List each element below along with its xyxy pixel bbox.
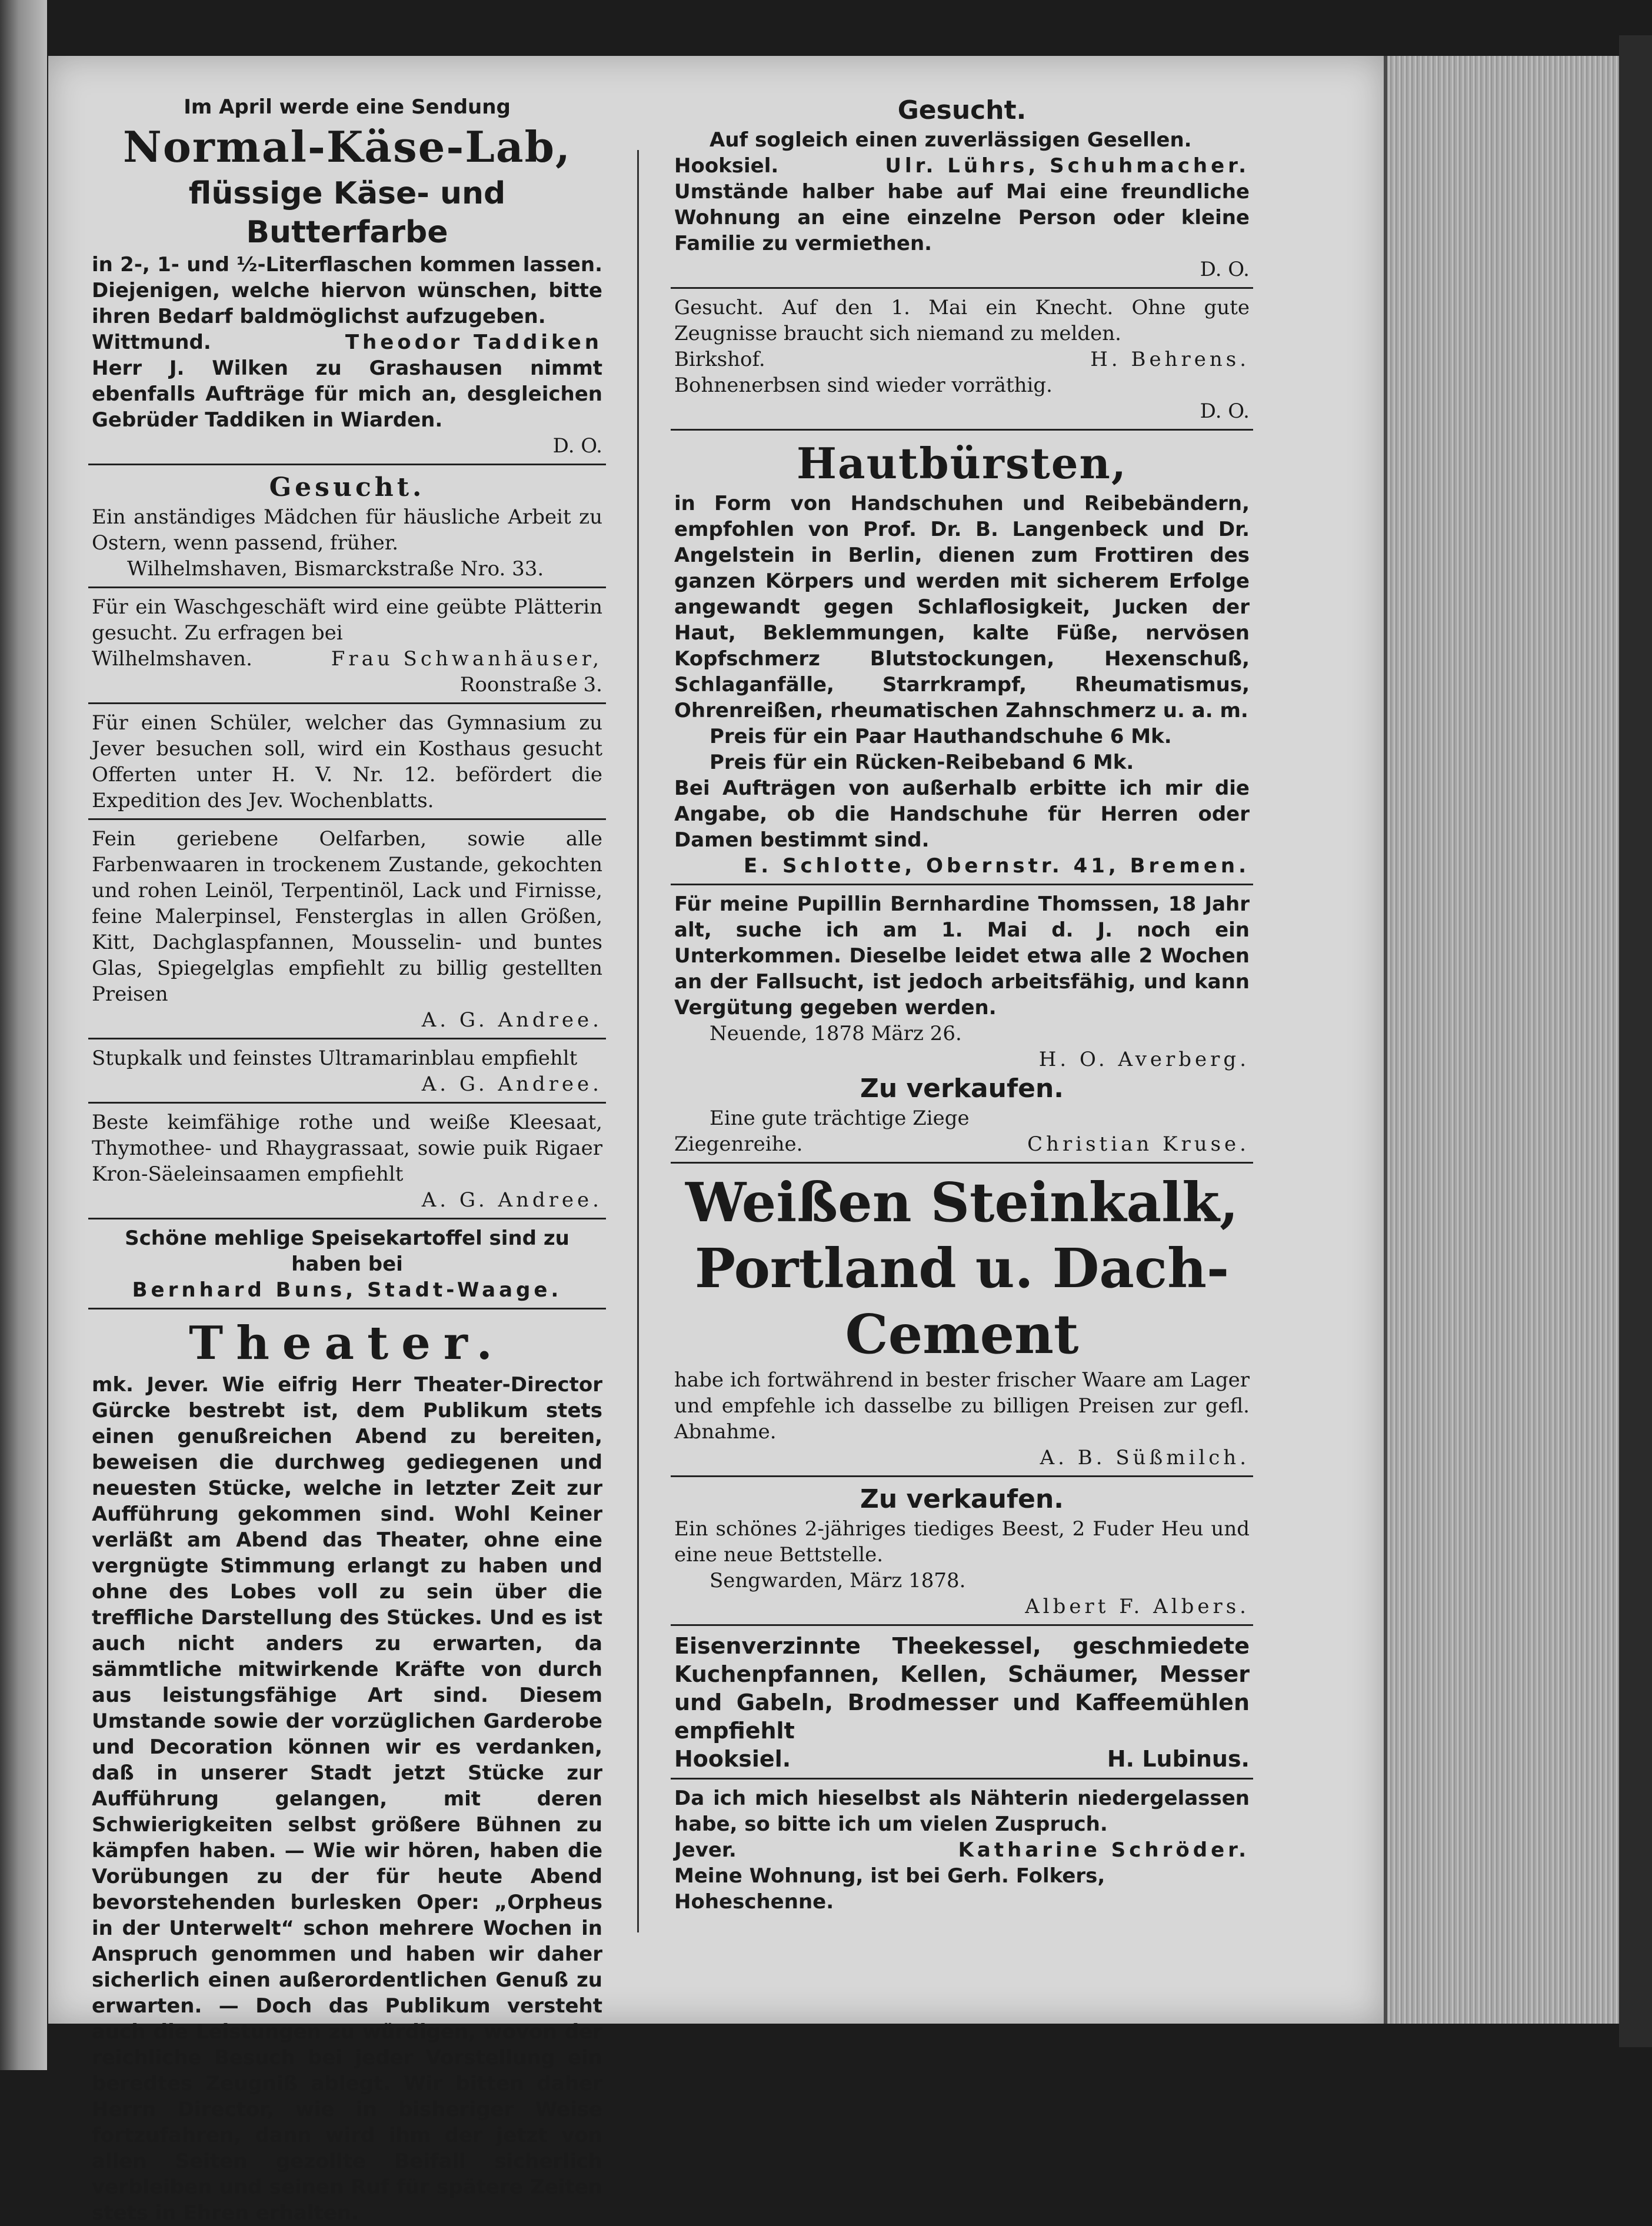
ad-body: Für ein Waschgeschäft wird eine geübte Plätterin gesucht. Zu erfragen bei xyxy=(92,595,602,645)
ad-body: in 2-, 1- und ½-Literflaschen kommen lassen. Diejenigen, welche hiervon wünschen, bitte ihren Bedarf baldmöglichst aufzugeben. xyxy=(92,253,602,328)
ad-name: H. Lubinus. xyxy=(1107,1746,1250,1772)
ad-separator xyxy=(88,1218,606,1219)
ad-gesucht-maedchen xyxy=(88,471,606,582)
previous-page-edge xyxy=(0,0,47,2070)
ad-name: Frau Schwanhäuser, xyxy=(331,647,602,671)
ad-name: H. Behrens. xyxy=(1090,348,1250,371)
ad-signature: Bernhard Buns, Stadt-Waage. xyxy=(132,1278,562,1302)
ad-gesucht-geselle xyxy=(671,94,1253,179)
ad-title: Zu verkaufen. xyxy=(860,1074,1064,1104)
ad-address: Wilhelmshaven, Bismarckstraße Nro. 33. xyxy=(127,557,544,581)
ad-schueler xyxy=(88,710,606,814)
ad-place: Sengwarden, März 1878. xyxy=(710,1569,966,1592)
book-page-edges xyxy=(1384,56,1623,2024)
ad-signature: D. O. xyxy=(1200,399,1250,423)
ad-signature: E. Schlotte, Obernstr. 41, Bremen. xyxy=(743,854,1250,878)
ad-separator xyxy=(88,702,606,704)
ad-body: in Form von Handschuhen und Reibebändern, empfohlen von Prof. Dr. B. Langenbeck und Dr. Angelstein in Berlin, dienen zum Frottiren des ganzen Körpers und werden mit sicherem Erfolge angewandt gegen Schlaflosigkeit, Jucken der Haut, Beklemmungen, kalte Füße, nervösen Kopfschmerz Blutstockungen, Hexenschuß, Schlaganfälle, Starrkrampf, Rheumatismus, Ohrenreißen, rheumatischen Zahnschmerz u. a. m. xyxy=(674,492,1250,722)
ad-kleesaat xyxy=(88,1109,606,1213)
ad-signature: Albert F. Albers. xyxy=(1025,1595,1250,1618)
ad-separator xyxy=(88,1102,606,1104)
ad-body: Beste keimfähige rothe und weiße Kleesaat, Thymothee- und Rhaygrassaat, sowie puik Rigaer Kron-Säeleinsaamen empfiehlt xyxy=(92,1111,602,1186)
ad-separator xyxy=(671,1475,1253,1477)
ad-steinkalk xyxy=(671,1169,1253,1471)
ad-body: Eine gute trächtige Ziege xyxy=(710,1107,970,1130)
ad-body: Da ich mich hieselbst als Nähterin niedergelassen habe, so bitte ich um vielen Zuspruch. xyxy=(674,1787,1250,1836)
ad-title: Normal-Käse-Lab, xyxy=(123,122,571,172)
ad-body-2: Herr J. Wilken zu Grashausen nimmt ebenfalls Aufträge für mich an, desgleichen Gebrüder Taddiken in Wiarden. xyxy=(92,356,602,432)
ad-name: Ulr. Lührs, Schuhmacher. xyxy=(885,154,1250,178)
ad-separator xyxy=(671,1778,1253,1780)
ad-signature: D. O. xyxy=(552,434,602,458)
ad-subtitle: Portland u. Dach-Cement xyxy=(694,1237,1230,1366)
ad-title: Gesucht. xyxy=(269,472,425,502)
ad-body-2: Bei Aufträgen von außerhalb erbitte ich mir die Angabe, ob die Handschuhe für Herren oder Damen bestimmt sind. xyxy=(674,777,1250,852)
ad-subtitle: flüssige Käse- und Butterfarbe xyxy=(188,176,506,250)
ad-kaese-lab xyxy=(88,94,606,459)
ad-separator xyxy=(88,1038,606,1039)
ad-separator xyxy=(671,1162,1253,1164)
ad-place: Hooksiel. xyxy=(674,1746,791,1772)
ad-ziege xyxy=(671,1072,1253,1157)
ad-name: Katharine Schröder. xyxy=(958,1838,1250,1862)
ad-separator xyxy=(671,1624,1253,1626)
ad-separator xyxy=(88,818,606,820)
ad-place: Wittmund. xyxy=(92,331,211,354)
ad-body: Schöne mehlige Speisekartoffel sind zu haben bei xyxy=(125,1227,569,1276)
ad-separator xyxy=(88,587,606,588)
article-body: mk. Jever. Wie eifrig Herr Theater-Director Gürcke bestrebt ist, dem Publikum stets einen genußreichen Abend zu bereiten, beweisen die durchweg gediegenen und neuesten Stücke, welche in letzter Zeit zur Aufführung gekommen sind. Wohl Keiner verläßt am Abend das Theater, ohne eine vergnügte Stimmung erlangt zu haben und ohne des Lobes voll zu sein über die treffliche Darstellung des Stückes. Und es ist auch nicht anders zu erwarten, da sämmtliche mitwirkende Kräfte von durch aus leistungsfähige Art sind. Diesem Umstande sowie der vorzüglichen Garderobe und Decoration können wir es verdanken, daß in unserer Stadt jetzt Stücke zur Aufführung gelangen, mit deren Schwierigkeiten selbst größere Bühnen zu kämpfen haben. — Wie wir hören, haben die Vorübungen zu der für heute Abend bevorstehenden burlesken Oper: „Orpheus in der Unterwelt“ schon mehrere Wochen in Anspruch genommen und haben wir daher sicherlich einen außerordentlichen Genuß zu erwarten. — Doch das Publikum versteht auch die Leistungen zu würdigen, wovon der reichliche Besuch bei jeder Vorstellung ein beredtes Zeugniß ablegt. Wir bitten daher Herrn Director, wie in bisheriger Weise fortzufahren, dann wird ihm der jetzt von allen Seiten gezollte Beifall sicherlich verbleiben und seinen Ruf für spätere Zeiten stets in Ehren erhalten. xyxy=(92,1373,602,2225)
ad-place: Jever. xyxy=(674,1838,737,1862)
ad-pupillin xyxy=(671,891,1253,1072)
ad-body: Eisenverzinnte Theekessel, geschmiedete Kuchenpfannen, Kellen, Schäumer, Messer und Gabeln, Brodmesser und Kaffeemühlen empfiehlt xyxy=(674,1633,1250,1744)
ad-separator xyxy=(671,429,1253,431)
ad-theekessel xyxy=(671,1632,1253,1773)
ad-waschgeschaeft xyxy=(88,594,606,698)
ad-body-2: Bohnenerbsen sind wieder vorräthig. xyxy=(674,374,1053,397)
ad-place: Birkshof. xyxy=(674,348,765,371)
book-spine xyxy=(1619,35,1652,2047)
ad-signature: D. O. xyxy=(1200,258,1250,281)
ad-name: Theodor Taddiken xyxy=(345,331,602,354)
ad-place: Neuende, 1878 März 26. xyxy=(710,1022,962,1045)
ad-signature: A. G. Andree. xyxy=(421,1008,602,1032)
ad-body: Auf sogleich einen zuverlässigen Gesellen. xyxy=(710,128,1192,152)
ad-price-2: Preis für ein Rücken-Reibeband 6 Mk. xyxy=(710,751,1134,774)
ad-hautbuersten xyxy=(671,436,1253,879)
ad-oelfarben xyxy=(88,826,606,1033)
ad-intro: Im April werde eine Sendung xyxy=(184,95,511,119)
ad-place: Wilhelmshaven. xyxy=(92,647,252,671)
ad-body: Für meine Pupillin Bernhardine Thomssen, 18 Jahr alt, suche ich am 1. Mai d. J. noch ein Unterkommen. Dieselbe leidet etwa alle 2 Wochen an der Fallsucht, ist jedoch arbeitsfähig, und kann Vergütung gegeben werden. xyxy=(674,892,1250,1019)
ad-address: Meine Wohnung, ist bei Gerh. Folkers, Hoheschenne. xyxy=(674,1864,1105,1914)
ad-signature: A. G. Andree. xyxy=(421,1188,602,1212)
ad-separator xyxy=(88,1308,606,1309)
ad-body: Für einen Schüler, welcher das Gymnasium zu Jever besuchen soll, wird ein Kosthaus gesucht Offerten unter H. V. Nr. 12. befördert die Expedition des Jev. Wochenblatts. xyxy=(92,711,602,812)
ad-separator xyxy=(671,884,1253,885)
article-title: Theater. xyxy=(189,1317,505,1370)
ad-knecht xyxy=(671,295,1253,424)
ad-body: Ein anständiges Mädchen für häusliche Arbeit zu Ostern, wenn passend, früher. xyxy=(92,505,602,555)
ad-signature: A. B. Süßmilch. xyxy=(1040,1446,1250,1469)
right-column xyxy=(671,94,1253,1915)
ad-body: Stupkalk und feinstes Ultramarinblau empfiehlt xyxy=(92,1047,578,1070)
ad-street: Roonstraße 3. xyxy=(459,673,602,697)
ad-beest xyxy=(671,1483,1253,1619)
column-divider xyxy=(637,150,639,1932)
ad-title: Weißen Steinkalk, xyxy=(685,1171,1239,1234)
ad-body: habe ich fortwährend in bester frischer Waare am Lager und empfehle ich dasselbe zu billigen Preisen zur gefl. Abnahme. xyxy=(674,1368,1250,1444)
ad-place: Ziegenreihe. xyxy=(674,1132,803,1156)
ad-title: Zu verkaufen. xyxy=(860,1484,1064,1514)
ad-title: Gesucht. xyxy=(897,95,1027,125)
ad-body: Gesucht. Auf den 1. Mai ein Knecht. Ohne gute Zeugnisse braucht sich niemand zu melden. xyxy=(674,296,1250,345)
left-column xyxy=(88,94,606,2226)
ad-kartoffel xyxy=(88,1225,606,1303)
ad-title: Hautbürsten, xyxy=(797,438,1127,488)
ad-signature: A. G. Andree. xyxy=(421,1072,602,1096)
ad-price-1: Preis für ein Paar Hauthandschuhe 6 Mk. xyxy=(710,725,1172,748)
ad-separator xyxy=(671,287,1253,289)
article-theater xyxy=(88,1315,606,2226)
ad-body: Fein geriebene Oelfarben, sowie alle Farbenwaaren in trockenem Zustande, gekochten und rohen Leinöl, Terpentinöl, Lack und Firnisse, feine Malerpinsel, Fensterglas in allen Größen, Kitt, Dachglaspfannen, Mousselin- und buntes Glas, Spiegelglas empfiehlt zu billig gestellten Preisen xyxy=(92,827,602,1006)
ad-place: Hooksiel. xyxy=(674,154,779,178)
ad-signature: H. O. Averberg. xyxy=(1038,1048,1250,1071)
ad-name: Christian Kruse. xyxy=(1027,1132,1250,1156)
ad-body: Umstände halber habe auf Mai eine freundliche Wohnung an eine einzelne Person oder kleine Familie zu vermiethen. xyxy=(674,180,1250,255)
ad-naehterin xyxy=(671,1785,1253,1915)
ad-ultramarin xyxy=(88,1045,606,1097)
ad-wohnung xyxy=(671,179,1253,282)
ad-body: Ein schönes 2-jähriges tiediges Beest, 2 Fuder Heu und eine neue Bettstelle. xyxy=(674,1517,1250,1567)
ad-separator xyxy=(88,464,606,465)
